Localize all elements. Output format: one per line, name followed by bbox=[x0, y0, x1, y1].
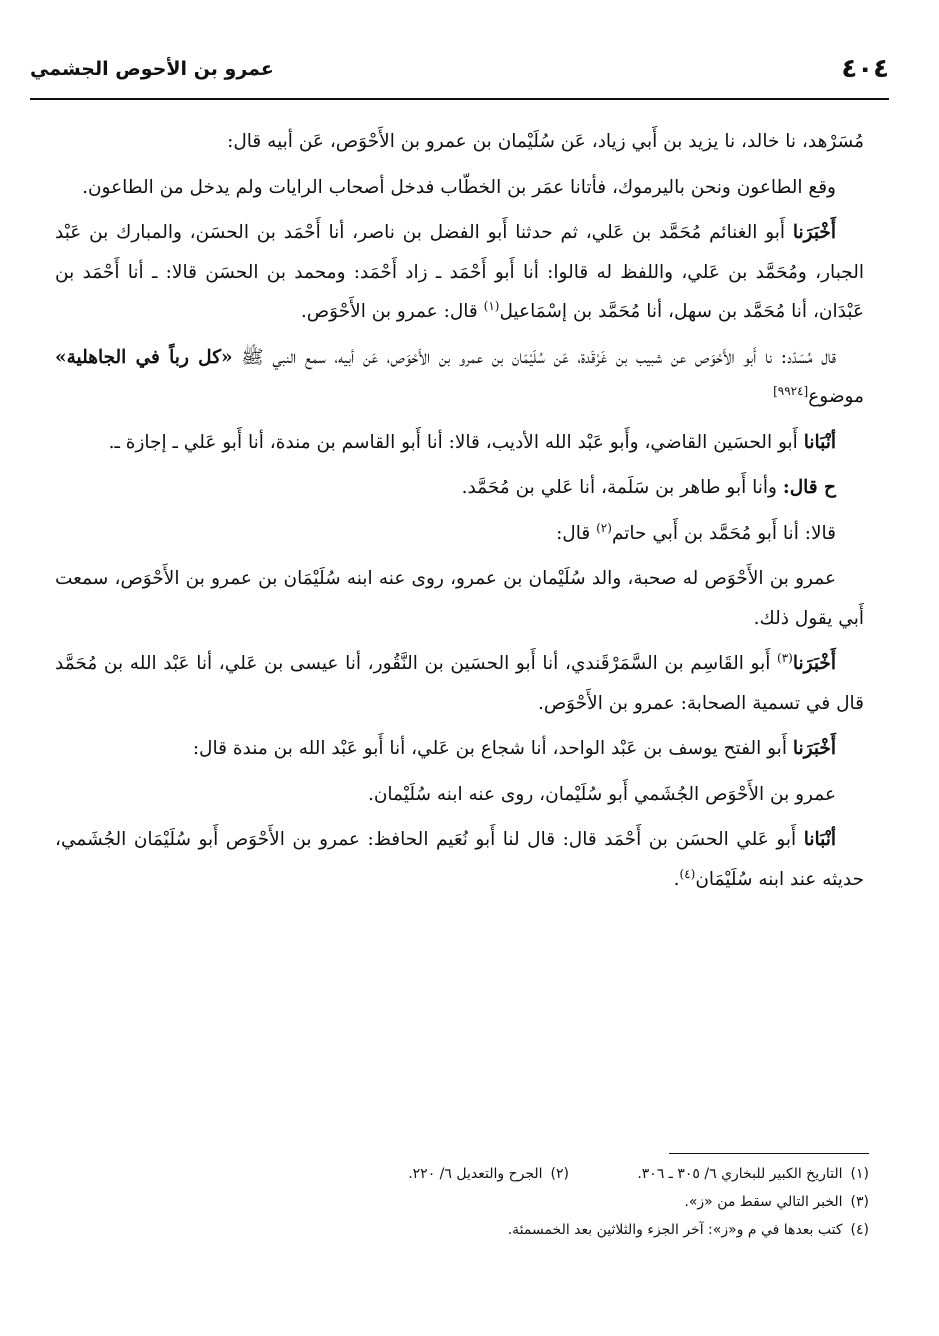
paragraph bbox=[55, 468, 864, 508]
footnote-divider bbox=[669, 1153, 869, 1154]
paragraph bbox=[55, 729, 864, 769]
footnote-row bbox=[60, 1216, 869, 1244]
paragraph bbox=[55, 168, 864, 208]
text-run: وأنا أَبو طاهر بن سَلَمة، أنا عَلي بن مُحَمَّد. bbox=[461, 477, 783, 498]
footnote-row bbox=[60, 1160, 869, 1188]
text-run: أَبو الغنائم مُحَمَّد بن عَلي، ثم حدثنا أَبو الفضل بن ناصر، أنا أَحْمَد بن الحسَن، والمبارك بن عَبْد الجبار، ومُحَمَّد بن عَلي، واللفظ له قالوا: أنا أَبو أَحْمَد ـ زاد أَحْمَد: ومحمد بن الحسَن قالا: ـ أنا أَحْمَد بن عَبْدَان، أنا مُحَمَّد بن سهل، أنا مُحَمَّد بن إسْمَاعيل bbox=[55, 222, 864, 322]
keyword: أَخْبَرَنا bbox=[792, 222, 836, 243]
footnote-number: (١) bbox=[850, 1166, 869, 1182]
text-run: أَبو الفتح يوسف بن عَبْد الواحد، أنا شجاع بن عَلي، أنا أَبو عَبْد الله بن مندة قال: bbox=[192, 738, 793, 759]
footnote-number: (٤) bbox=[850, 1222, 869, 1238]
main-text bbox=[55, 122, 864, 905]
footnote-ref: (١) bbox=[483, 298, 500, 313]
text-run: وقع الطاعون ونحن باليرموك، فأتانا عمَر بن الخطّاب فدخل أصحاب الرايات ولم يدخل من الطاعون. bbox=[82, 176, 836, 198]
keyword: أنْبَانا bbox=[803, 829, 836, 850]
text-run: موضوع bbox=[808, 386, 864, 407]
footnote-text: التاريخ الكبير للبخاري ٦/ ٣٠٥ ـ ٣٠٦. bbox=[637, 1166, 843, 1182]
paragraph bbox=[55, 559, 864, 638]
text-run: أَبو القَاسِم بن السَّمَرْقَندي، أنا أَبو الحسَين بن النَّقُور، أنا عيسى بن عَلي، أنا عَبْد الله بن مُحَمَّد قال في تسمية الصحابة: عمرو بن الأَحْوَص. bbox=[55, 653, 864, 714]
footnote-ref: (٣) bbox=[777, 650, 793, 665]
keyword: أنْبَانا bbox=[803, 431, 836, 453]
footnote bbox=[569, 1160, 869, 1188]
footnote-text: الجرح والتعديل ٦/ ٢٢٠. bbox=[408, 1166, 543, 1182]
text-run: قال مُسَدّد: نا أَبو الأَحْوَص عن شبيب بن غَرْقَدة، عَن سُلَيْمَان بن عمرو بن الأَحْوَص، عَن أبيه، سمع النبي ﷺ bbox=[232, 346, 836, 368]
footnote-ref: [٩٩٢٤] bbox=[773, 383, 809, 398]
footnote bbox=[684, 1188, 869, 1216]
keyword: أَخْبَرَنا bbox=[792, 738, 836, 759]
footnote bbox=[508, 1216, 869, 1244]
text-run: أَبو عَلي الحسَن بن أَحْمَد قال: قال لنا أَبو نُعَيم الحافظ: عمرو بن الأَحْوَص أَبو سُلَيْمَان الجُشَمي، حديثه عند ابنه سُلَيْمَان bbox=[55, 829, 864, 890]
paragraph bbox=[55, 122, 864, 162]
text-run: عمرو بن الأَحْوَص الجُشَمي أَبو سُلَيْمان، روى عنه ابنه سُلَيْمان. bbox=[367, 783, 836, 805]
footnote-number: (٢) bbox=[550, 1166, 569, 1182]
paragraph bbox=[55, 820, 864, 899]
keyword: «كل رباً في الجاهلية» bbox=[55, 346, 233, 368]
text-run: مُسَرْهد، نا خالد، نا يزيد بن أَبي زياد، عَن سُلَيْمان بن عمرو بن الأَحْوَص، عَن أبيه قال: bbox=[227, 131, 864, 152]
text-run: أَبو الحسَين القاضي، وأَبو عَبْد الله الأديب، قالا: أنا أَبو القاسم بن مندة، أنا أَبو عَلي ـ إجازة ـ. bbox=[108, 431, 804, 453]
paragraph bbox=[55, 213, 864, 332]
page-header bbox=[30, 52, 889, 100]
paragraph bbox=[55, 338, 864, 417]
paragraph bbox=[55, 644, 864, 723]
footnote-ref: (٤) bbox=[679, 866, 696, 881]
keyword: ح قال: bbox=[782, 477, 836, 498]
footnote-text: الخبر التالي سقط من «ز». bbox=[684, 1194, 843, 1210]
paragraph bbox=[55, 775, 864, 815]
text-run: قال: bbox=[556, 522, 597, 544]
text-run: قالا: أنا أَبو مُحَمَّد بن أَبي حاتم bbox=[611, 522, 836, 544]
footnotes bbox=[60, 1160, 869, 1244]
page-number: ٤٠٤ bbox=[841, 54, 889, 84]
text-run: . bbox=[673, 868, 680, 890]
footnote-row bbox=[60, 1188, 869, 1216]
footnote bbox=[408, 1160, 569, 1188]
running-title: عمرو بن الأحوص الجشمي bbox=[30, 58, 274, 80]
text-run: قال: عمرو بن الأَحْوَص. bbox=[300, 301, 484, 322]
keyword: أَخْبَرَنا bbox=[792, 653, 836, 674]
footnote-ref: (٢) bbox=[596, 520, 612, 535]
footnote-text: كتب بعدها في م و«ز»: آخر الجزء والثلاثين بعد الخمسمئة. bbox=[507, 1222, 843, 1238]
paragraph bbox=[55, 423, 864, 463]
text-run: عمرو بن الأَحْوَص له صحبة، والد سُلَيْمان بن عمرو، روى عنه ابنه سُلَيْمَان بن عمرو بن الأَحْوَص، سمعت أَبي يقول ذلك. bbox=[55, 568, 864, 629]
paragraph bbox=[55, 514, 864, 554]
footnote-number: (٣) bbox=[850, 1194, 869, 1210]
